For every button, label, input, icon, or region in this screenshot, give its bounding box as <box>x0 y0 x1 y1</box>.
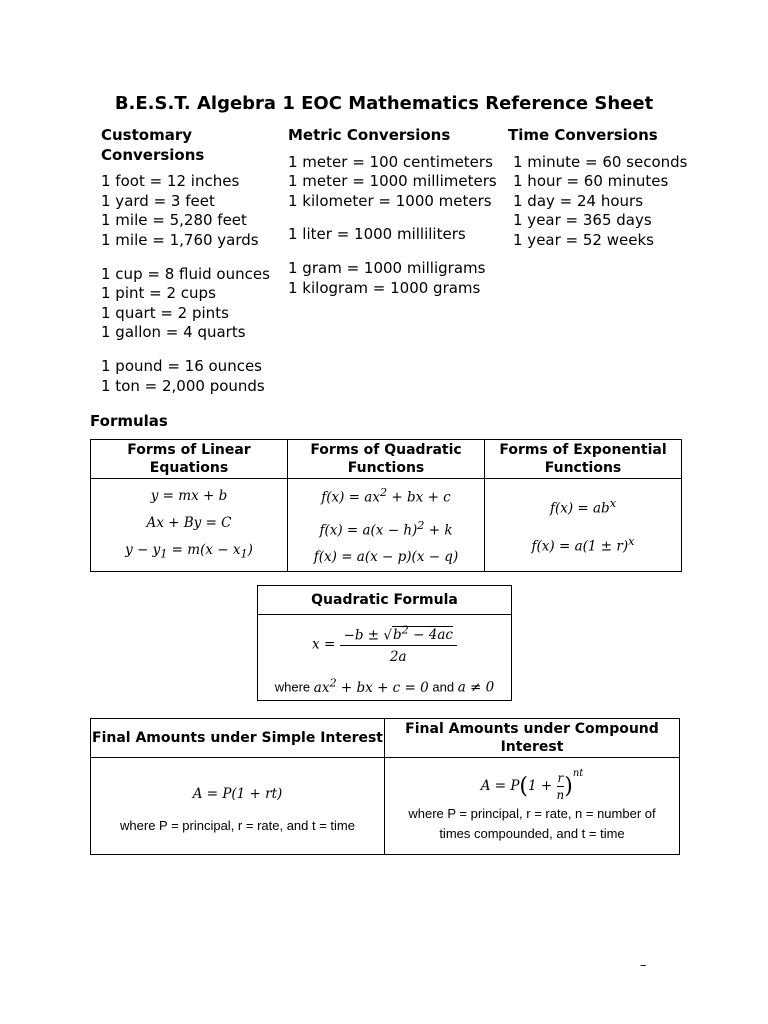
quadratic-factored-formula: f(x) = a(x − p)(x − q) <box>313 549 459 565</box>
list-item: 1 day = 24 hours <box>513 191 644 210</box>
quadratic-formula: x = $\frac{-b \pm √b^2 - 4ac}{2a}$ <box>258 624 511 666</box>
list-item: 1 hour = 60 minutes <box>513 172 669 191</box>
list-item: 1 mile = 5,280 feet <box>101 211 247 230</box>
metric-heading: Metric Conversions <box>288 126 451 144</box>
list-item: 1 minute = 60 seconds <box>513 152 688 171</box>
list-item: 1 gram = 1000 milligrams <box>288 258 486 277</box>
simple-interest-formula: A = P(1 + rt) <box>192 786 283 802</box>
compound-interest-header: Final Amounts under Compound Interest <box>385 719 680 758</box>
simple-interest-cell <box>91 758 385 855</box>
customary-conversions <box>101 126 286 396</box>
list-item: 1 cup = 8 fluid ounces <box>101 264 270 283</box>
quadratic-vertex-formula: $f(x) = a(x - h)^2 + k$ <box>319 518 453 538</box>
linear-header: Forms of Linear Equations <box>91 440 288 479</box>
metric-group-length <box>288 153 503 212</box>
quadratic-header: Forms of Quadratic Functions <box>288 440 485 479</box>
forms-table <box>90 439 682 572</box>
customary-heading-line2: Conversions <box>101 145 205 164</box>
list-item: 1 year = 52 weeks <box>513 230 654 249</box>
footer-mark: – <box>640 958 647 973</box>
interest-table <box>90 718 680 855</box>
exponential-forms-cell <box>485 479 682 572</box>
point-slope-formula: $y - y_1 = m(x - x_1)$ <box>125 541 253 561</box>
compound-interest-definitions: where P = principal, r = rate, n = number of times compounded, and t = time <box>408 806 656 841</box>
quadratic-formula-header: Quadratic Formula <box>258 586 512 615</box>
linear-forms-cell <box>91 479 288 572</box>
list-item: 1 kilogram = 1000 grams <box>288 278 481 297</box>
time-heading: Time Conversions <box>508 126 658 144</box>
quadratic-standard-formula: $f(x) = ax^2$ + bx + c <box>321 486 451 506</box>
customary-heading-line1: Customary <box>101 126 193 144</box>
quadratic-formula-table <box>257 585 512 701</box>
time-conversions <box>508 126 708 251</box>
list-item: 1 mile = 1,760 yards <box>101 230 259 249</box>
list-item: 1 pint = 2 cups <box>101 284 216 303</box>
formulas-heading: Formulas <box>90 412 168 430</box>
metric-conversions <box>288 126 503 298</box>
list-item: 1 meter = 1000 millimeters <box>288 172 497 191</box>
standard-form-formula: Ax + By = C <box>146 514 232 531</box>
metric-group-volume <box>288 225 503 245</box>
list-item: 1 pound = 16 ounces <box>101 356 262 375</box>
compound-interest-formula: A = P(1 + $\frac{r}{n}$ )$^{nt}$ <box>480 768 584 802</box>
list-item: 1 quart = 2 pints <box>101 303 229 322</box>
customary-group-weight <box>101 357 286 396</box>
list-item: 1 kilometer = 1000 meters <box>288 191 492 210</box>
simple-interest-definitions: where P = principal, r = rate, and t = time <box>120 818 355 833</box>
list-item: 1 yard = 3 feet <box>101 191 215 210</box>
quadratic-forms-cell <box>288 479 485 572</box>
quadratic-formula-condition: where $ax^2$ + bx + c = 0 and a ≠ 0 <box>274 676 495 696</box>
customary-group-volume <box>101 265 286 343</box>
page-title: B.E.S.T. Algebra 1 EOC Mathematics Reference Sheet <box>114 93 654 114</box>
customary-group-length <box>101 172 286 250</box>
list-item: 1 ton = 2,000 pounds <box>101 376 265 395</box>
exponential-header: Forms of Exponential Functions <box>485 440 682 479</box>
list-item: 1 gallon = 4 quarts <box>101 323 246 342</box>
list-item: 1 foot = 12 inches <box>101 172 240 191</box>
quadratic-formula-cell <box>258 615 512 701</box>
list-item: 1 liter = 1000 milliliters <box>288 225 466 244</box>
compound-interest-cell <box>385 758 680 855</box>
list-item: 1 year = 365 days <box>513 211 652 230</box>
list-item: 1 meter = 100 centimeters <box>288 152 493 171</box>
exponential-basic-formula: $f(x) = ab^x$ <box>549 496 617 516</box>
metric-group-mass <box>288 259 503 298</box>
slope-intercept-formula: y = mx + b <box>150 487 228 504</box>
exponential-growth-formula: $f(x) = a(1 \pm r)^x$ <box>531 535 635 555</box>
simple-interest-header: Final Amounts under Simple Interest <box>91 719 385 758</box>
